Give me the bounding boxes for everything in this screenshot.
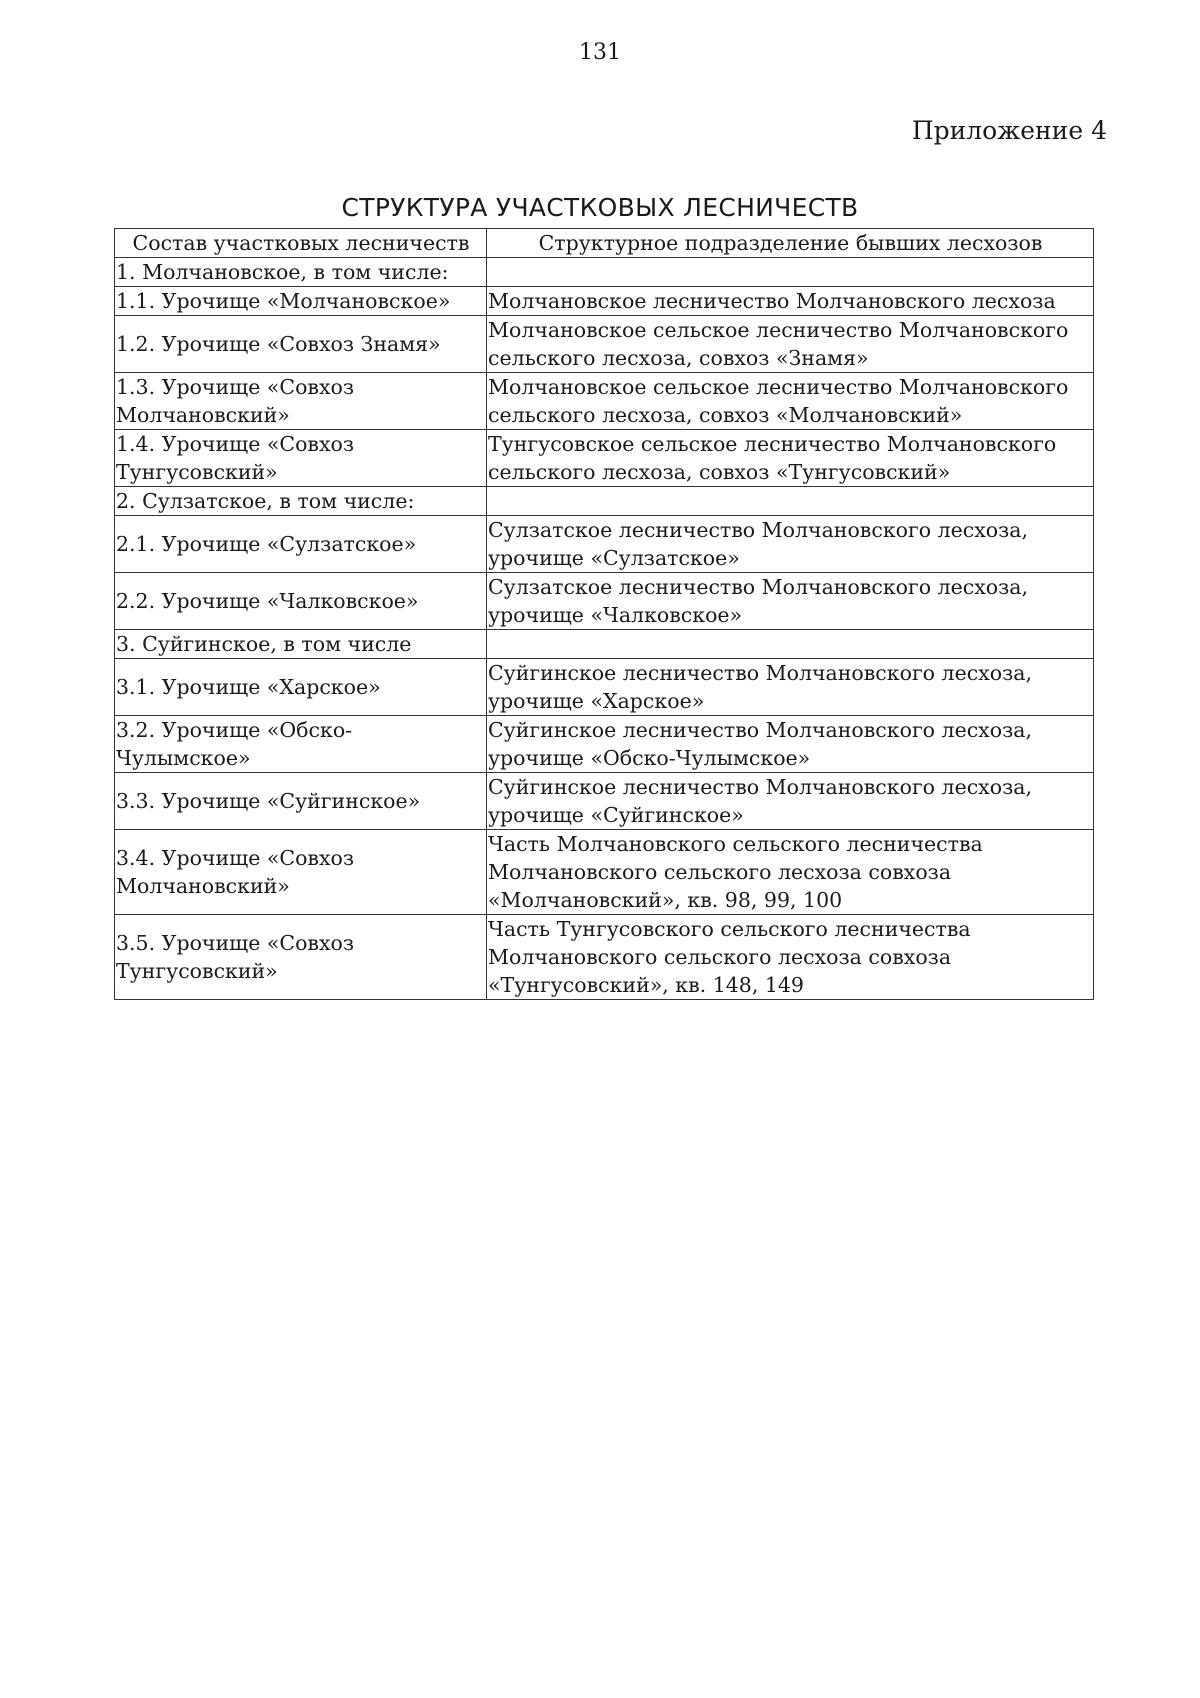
table-row [115,430,1094,487]
row-subdivision-cell: Молчановское сельское лесничество Молчановского сельского лесхоза, совхоз «Молчановский» [487,373,1094,430]
row-subdivision-cell: Часть Молчановского сельского лесничества Молчановского сельского лесхоза совхоза «Молчановский», кв. 98, 99, 100 [487,830,1094,915]
row-subdivision-cell: Часть Тунгусовского сельского лесничества Молчановского сельского лесхоза совхоза «Тунгусовский», кв. 148, 149 [487,915,1094,1000]
row-forestry-cell: 2.2. Урочище «Чалковское» [115,573,487,630]
row-subdivision-cell [487,630,1094,659]
table-row [115,716,1094,773]
row-forestry-cell: 1.2. Урочище «Совхоз Знамя» [115,316,487,373]
table-row [115,373,1094,430]
row-forestry-cell: 1. Молчановское, в том числе: [115,258,487,287]
appendix-label: Приложение 4 [911,116,1107,145]
column-header-composition: Состав участковых лесничеств [115,229,487,258]
table-row [115,316,1094,373]
table-row [115,573,1094,630]
table-row [115,830,1094,915]
row-forestry-cell: 1.4. Урочище «Совхоз Тунгусовский» [115,430,487,487]
table-row [115,487,1094,516]
table-row [115,516,1094,573]
row-subdivision-cell: Молчановское лесничество Молчановского лесхоза [487,287,1094,316]
row-forestry-cell: 3.1. Урочище «Харское» [115,659,487,716]
row-forestry-cell: 3. Суйгинское, в том числе [115,630,487,659]
document-title: СТРУКТУРА УЧАСТКОВЫХ ЛЕСНИЧЕСТВ [341,193,859,222]
row-forestry-cell: 3.2. Урочище «Обско-Чулымское» [115,716,487,773]
page-number: 131 [579,40,621,65]
table-row [115,287,1094,316]
table-row [115,915,1094,1000]
table-row [115,630,1094,659]
row-subdivision-cell: Суйгинское лесничество Молчановского лесхоза, урочище «Харское» [487,659,1094,716]
row-subdivision-cell [487,258,1094,287]
row-subdivision-cell: Тунгусовское сельское лесничество Молчановского сельского лесхоза, совхоз «Тунгусовский» [487,430,1094,487]
row-forestry-cell: 2. Сулзатское, в том числе: [115,487,487,516]
row-subdivision-cell: Молчановское сельское лесничество Молчановского сельского лесхоза, совхоз «Знамя» [487,316,1094,373]
row-subdivision-cell: Суйгинское лесничество Молчановского лесхоза, урочище «Обско-Чулымское» [487,716,1094,773]
row-forestry-cell: 3.4. Урочище «Совхоз Молчановский» [115,830,487,915]
row-forestry-cell: 3.3. Урочище «Суйгинское» [115,773,487,830]
row-subdivision-cell: Сулзатское лесничество Молчановского лесхоза, урочище «Сулзатское» [487,516,1094,573]
table-header-row [115,229,1094,258]
forestry-structure-table [114,228,1094,1000]
row-subdivision-cell [487,487,1094,516]
row-forestry-cell: 1.1. Урочище «Молчановское» [115,287,487,316]
table-row [115,659,1094,716]
row-subdivision-cell: Суйгинское лесничество Молчановского лесхоза, урочище «Суйгинское» [487,773,1094,830]
table-row [115,773,1094,830]
row-forestry-cell: 2.1. Урочище «Сулзатское» [115,516,487,573]
table-row [115,258,1094,287]
column-header-former-subdivision: Структурное подразделение бывших лесхозов [487,229,1094,258]
row-subdivision-cell: Сулзатское лесничество Молчановского лесхоза, урочище «Чалковское» [487,573,1094,630]
row-forestry-cell: 3.5. Урочище «Совхоз Тунгусовский» [115,915,487,1000]
row-forestry-cell: 1.3. Урочище «Совхоз Молчановский» [115,373,487,430]
